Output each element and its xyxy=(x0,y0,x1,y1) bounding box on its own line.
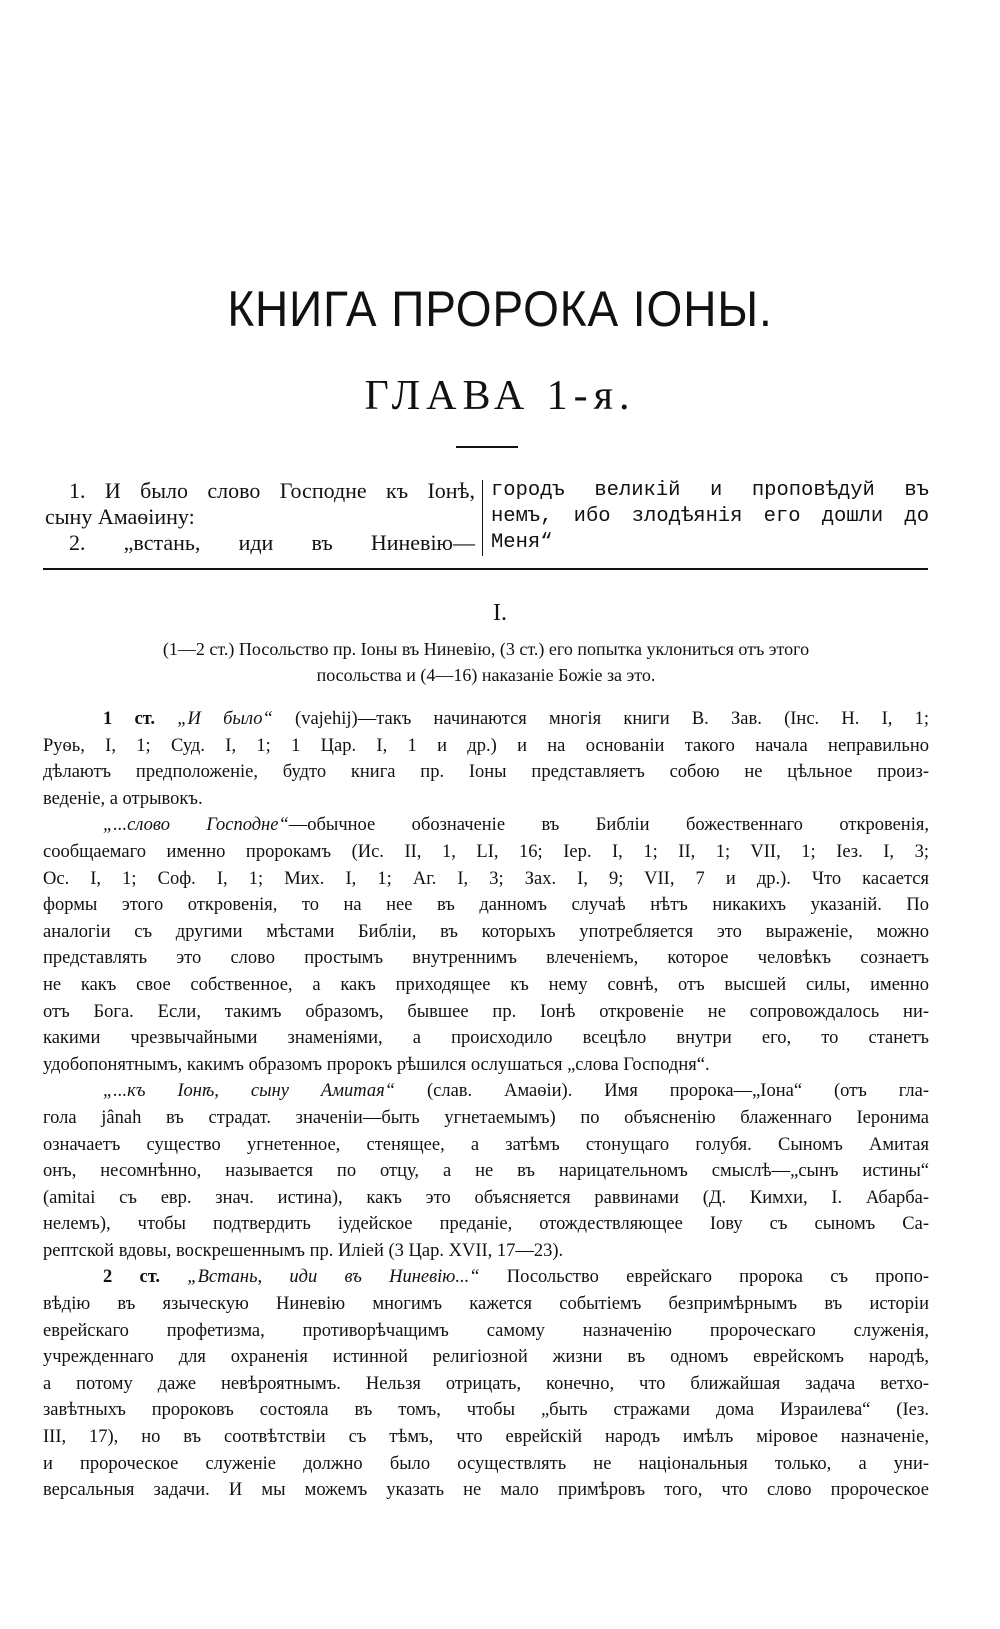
commentary-line: учрежденнаго для охраненія истинной религіозной жизни въ одномъ еврейскомъ народѣ, xyxy=(43,1347,929,1368)
column-separator xyxy=(482,480,483,556)
line-text: (слав. Амаѳіи). Имя пророка—„Іона“ (отъ гла- xyxy=(426,1081,929,1102)
scripture-verses-left xyxy=(45,478,475,556)
commentary-line: удобопонятнымъ, какимъ образомъ пророкъ рѣшился ослушаться „слова Господня“. xyxy=(43,1054,710,1075)
commentary-line: рептской вдовы, воскрешеннымъ пр. Иліей (3 Цар. XVII, 17—23). xyxy=(43,1240,564,1261)
commentary-line: и пророческое служеніе должно было осуществлять не національныя только, а уни- xyxy=(43,1453,929,1474)
book-title: КНИГА ПРОРОКА ІОНЫ. xyxy=(227,281,773,337)
commentary-line: представлять это слово простымъ внутреннимъ влеченіемъ, которое человѣкъ сознаетъ xyxy=(43,948,929,969)
line-text: (vajehij)—такъ начинаются многія книги В. Зав. (Інс. Н. I, 1; xyxy=(295,709,929,729)
commentary-line: сообщаемаго именно пророкамъ (Ис. II, 1, LI, 16; Іер. I, 1; II, 1; VII, 1; Іез. I, 3; xyxy=(43,841,929,862)
commentary-line: Руѳь, I, 1; Суд. I, 1; 1 Цар. I, 1 и др.) и на основаніи такого начала неправильно xyxy=(43,735,929,756)
lemma: „И было“ xyxy=(177,709,273,729)
commentary-line: (amitai съ евр. знач. истина), какъ это объясняется раввинами (Д. Кимхи, I. Абарба- xyxy=(43,1187,929,1208)
scripture-verses-right xyxy=(491,478,929,556)
verse-line: городъ великій и проповѣдуй въ xyxy=(491,479,929,502)
commentary-line: III, 17), но въ соотвѣтствіи съ тѣмъ, что еврейскій народъ имѣлъ міровое назначеніе, xyxy=(43,1427,929,1448)
commentary-text xyxy=(43,706,929,1504)
lemma: „...къ Іонѣ, сыну Амитая“ xyxy=(103,1081,396,1102)
commentary-line: еврейскаго профетизма, противорѣчащимъ самому назначенію пророческаго служенія, xyxy=(43,1320,929,1341)
verse-line: 2. „встань, иди въ Ниневію— xyxy=(69,530,475,555)
line-text: —обычное обозначеніе въ Библіи божественнаго откровенія, xyxy=(288,815,929,836)
commentary-line: не какъ свое собственное, а какъ приходящее къ нему совнѣ, отъ высшей силы, именно xyxy=(43,974,929,995)
commentary-line: означаетъ существо угнетенное, стенящее, а затѣмъ стонущаго голубя. Сыномъ Амитая xyxy=(43,1134,929,1155)
commentary-line: а потому даже невѣроятнымъ. Нельзя отрицать, конечно, что ближайшая задача ветхо- xyxy=(43,1373,929,1394)
commentary-line: веденіе, а отрывокъ. xyxy=(43,788,203,809)
commentary-line: какими чрезвычайными знаменіями, а происходило всецѣло внутри его, то станетъ xyxy=(43,1028,929,1049)
chapter-title: ГЛАВА 1-я. xyxy=(364,373,636,419)
verse-ref: 1 ст. xyxy=(103,709,156,729)
commentary-line: нелемъ), чтобы подтвердить іудейское преданіе, отождествляющее Іову съ сыномъ Са- xyxy=(43,1214,929,1235)
commentary-line: аналогіи съ другими мѣстами Библіи, въ которыхъ употребляется это выраженіе, можно xyxy=(43,921,929,942)
commentary-line: версальныя задачи. И мы можемъ указать не мало примѣровъ того, что слово пророческое xyxy=(43,1480,929,1501)
commentary-line: онъ, несомнѣнно, называется по отцу, а не въ нарицательномъ смыслѣ—„сынъ истины“ xyxy=(43,1161,929,1182)
line-text: Посольство еврейскаго пророка съ пропо- xyxy=(506,1267,929,1288)
summary-line: посольства и (4—16) наказаніе Божіе за это. xyxy=(316,665,656,685)
title-divider xyxy=(456,446,518,448)
section-divider xyxy=(43,568,928,570)
verse-line: немъ, ибо злодѣянія его дошли до xyxy=(491,505,929,528)
commentary-line xyxy=(43,1078,929,1105)
verse-line: 1. И было слово Господне къ Іонѣ, xyxy=(69,478,475,503)
lemma: „Встань, иди въ Ниневію...“ xyxy=(187,1267,480,1288)
commentary-line: Ос. I, 1; Соф. I, 1; Мих. I, 1; Аг. I, 3; Зах. I, 9; VII, 7 и др.). Что касается xyxy=(43,868,929,889)
summary-line: (1—2 ст.) Посольство пр. Іоны въ Ниневію, (3 ст.) его попытка уклониться отъ этого xyxy=(162,639,810,659)
commentary-line: гола jânah въ страдат. значеніи—быть угнетаемымъ) по объясненію блаженнаго Іеронима xyxy=(43,1107,929,1128)
commentary-line: отъ Бога. Если, такимъ образомъ, бывшее пр. Іонѣ откровеніе не сопровождалось ни- xyxy=(43,1001,929,1022)
commentary-line xyxy=(43,1264,929,1291)
commentary-line xyxy=(43,812,929,839)
commentary-line: завѣтныхъ пророковъ состояла въ томъ, чтобы „быть стражами дома Израилева“ (Іез. xyxy=(43,1400,929,1421)
commentary-line: вѣдію въ языческую Ниневію многимъ кажется событіемъ безпримѣрнымъ въ исторіи xyxy=(43,1294,929,1315)
lemma: „...слово Господне“ xyxy=(103,815,289,836)
commentary-line: формы этого откровенія, то на нее въ данномъ случаѣ нѣтъ никакихъ указаній. По xyxy=(43,895,929,916)
commentary-line: дѣлаютъ предположеніе, будто книга пр. Іоны представляетъ собою не цѣльное произ- xyxy=(43,762,929,783)
verse-line: сыну Амаѳіину: xyxy=(45,504,195,529)
section-summary xyxy=(43,636,929,688)
section-number: I. xyxy=(493,600,507,626)
verse-line: Меня“ xyxy=(491,531,553,554)
verse-ref: 2 ст. xyxy=(103,1267,161,1288)
commentary-line xyxy=(43,706,929,733)
